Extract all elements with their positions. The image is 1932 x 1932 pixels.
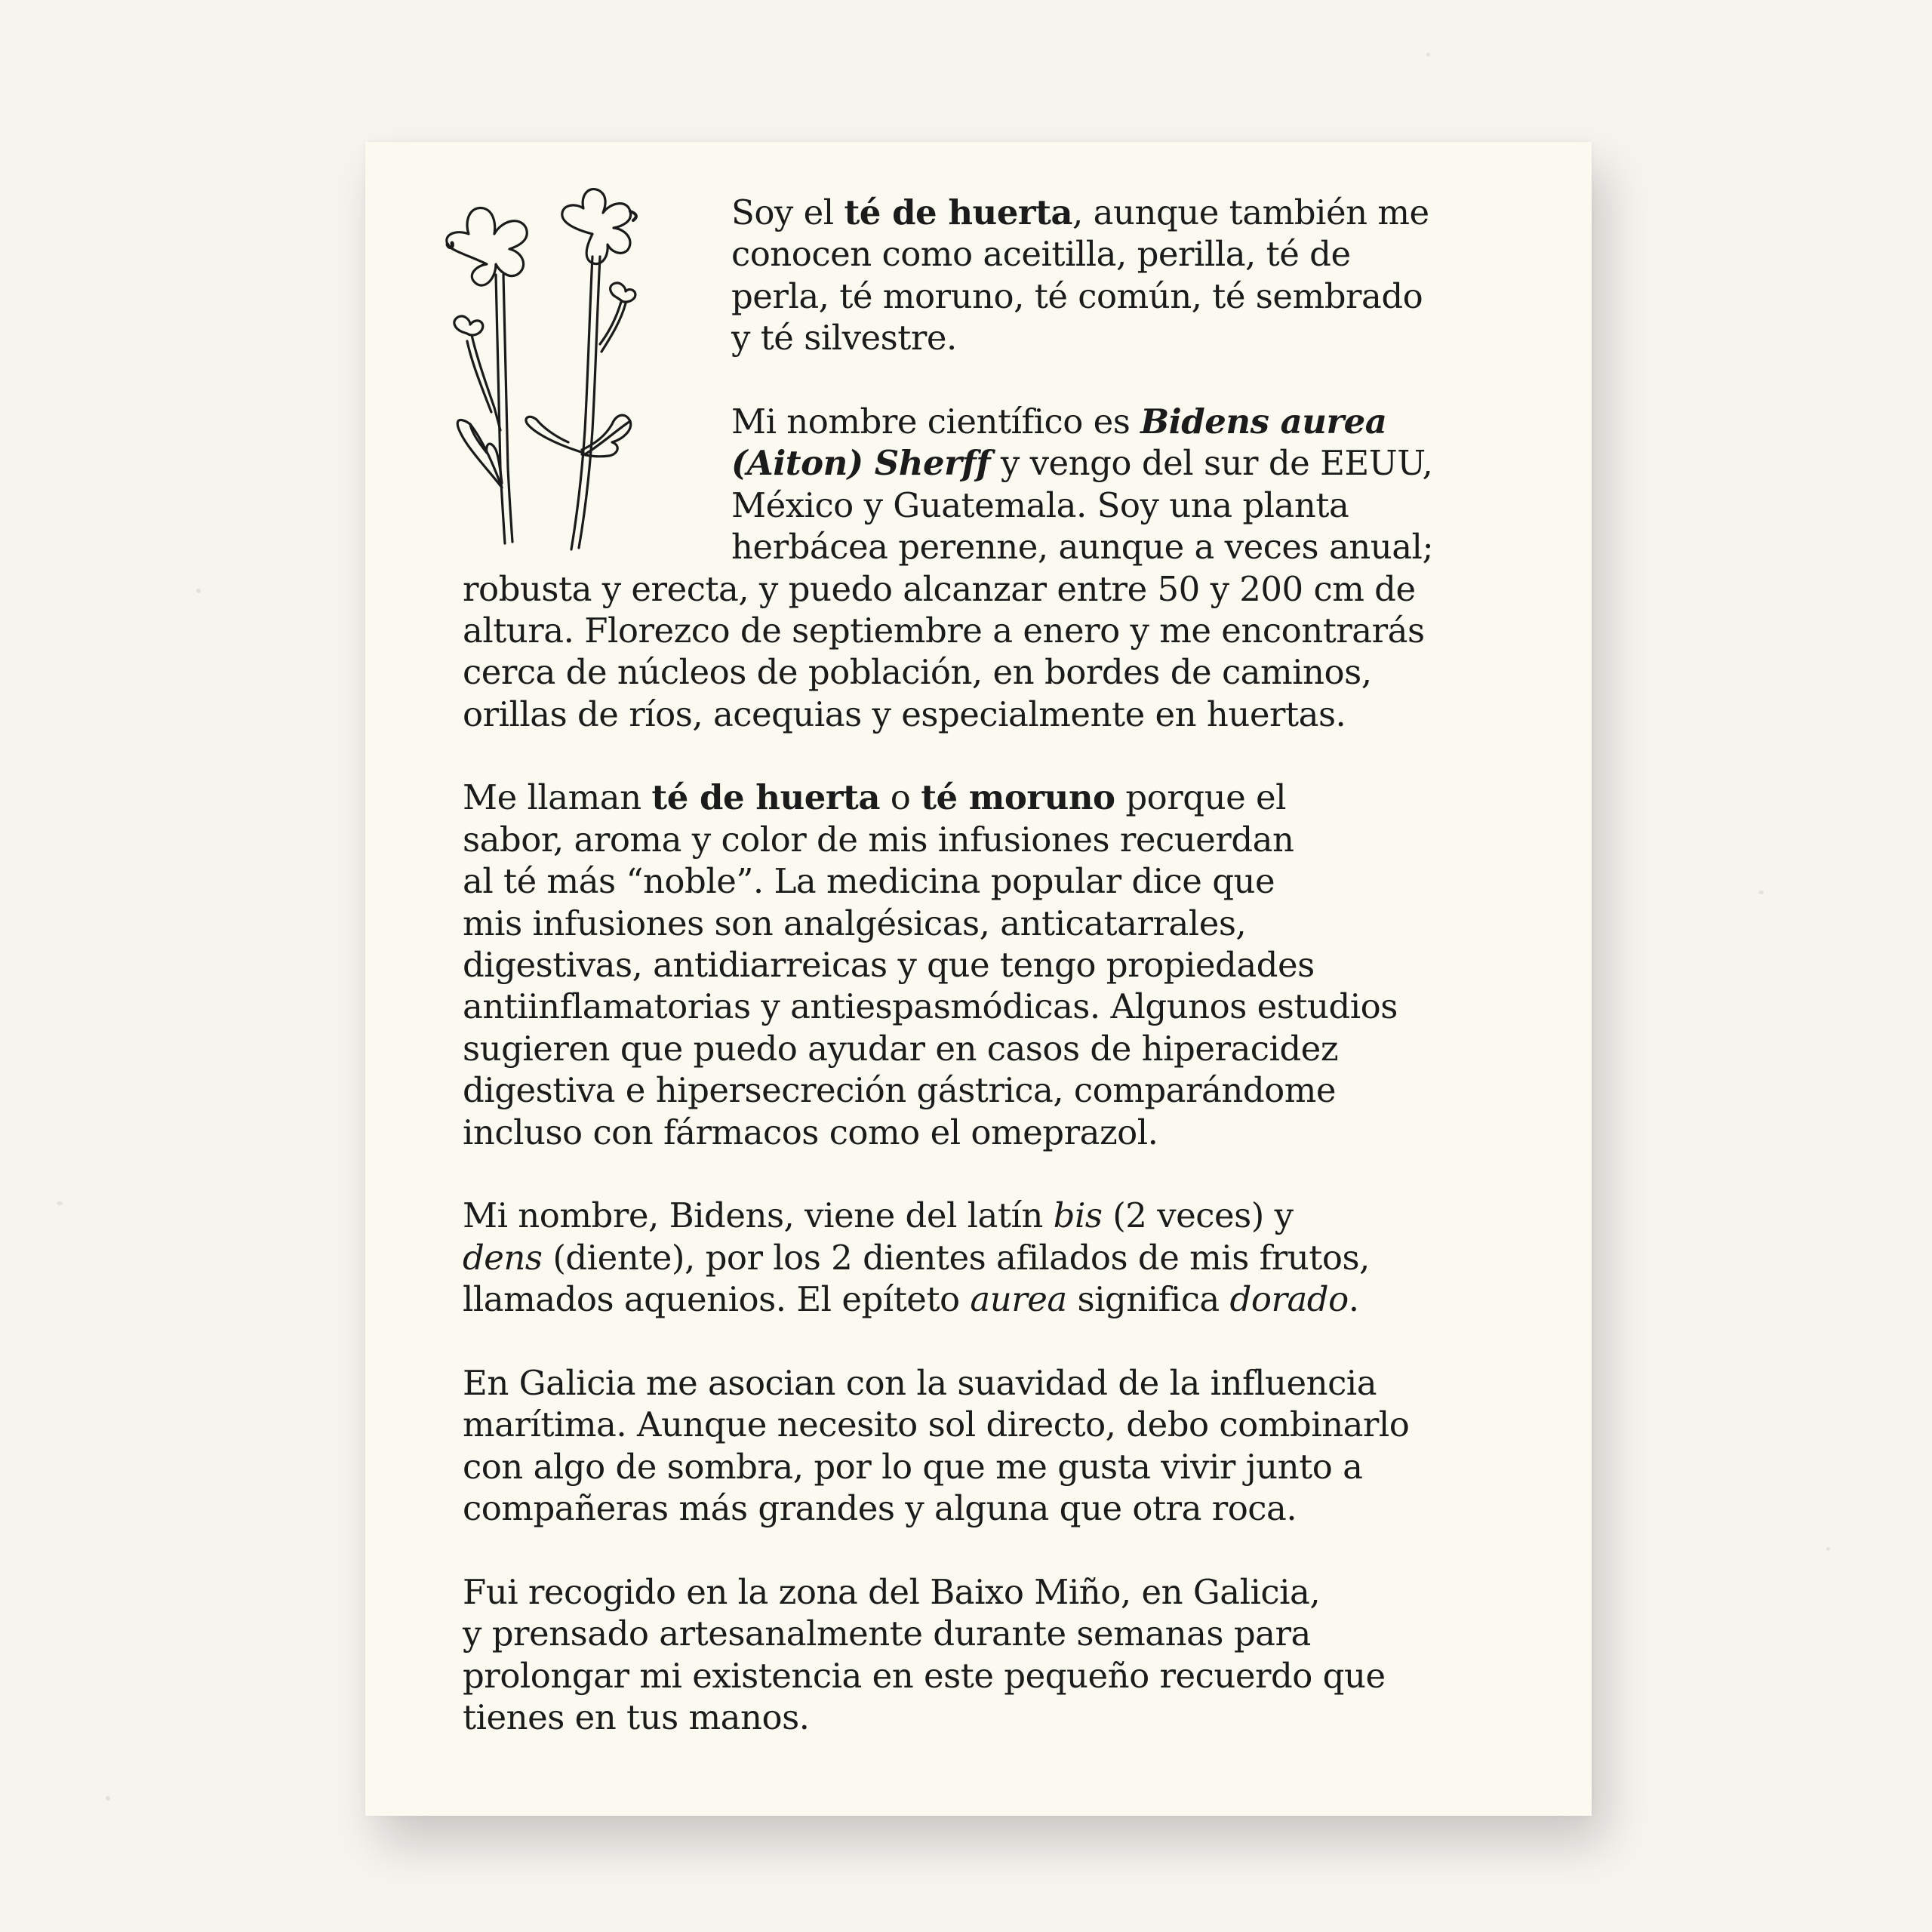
text-line [463,442,1534,484]
text-line: sabor, aroma y color de mis infusiones recuerdan [463,819,1294,860]
text-span: porque el [1115,777,1287,818]
text-line: y prensado artesanalmente durante semanas para [463,1614,1311,1654]
text-line: orillas de ríos, acequias y especialmente en huertas. [463,694,1346,734]
bold-term: té de huerta [844,192,1073,232]
text-line: mis infusiones son analgésicas, anticatarrales, [463,903,1247,943]
paper-speck [57,1201,63,1205]
text-line: al té más “noble”. La medicina popular dice que [463,861,1275,902]
text-span: significa [1066,1279,1230,1320]
scientific-name: Bidens aurea [1140,401,1387,441]
paragraph-gap [463,1530,1534,1571]
italic-term: aurea [970,1279,1067,1320]
text-line: altura. Florezco de septiembre a enero y me encontrarás [463,610,1425,651]
paragraph-gap [463,1321,1534,1362]
text-span: , aunque también me [1072,192,1429,232]
italic-term: dorado [1229,1279,1349,1320]
text-line: digestiva e hipersecreción gástrica, comparándome [463,1070,1337,1111]
text-line: tienes en tus manos. [463,1697,810,1738]
paragraph-gap [463,1153,1534,1195]
text-line: sugieren que puedo ayudar en casos de hiperacidez [463,1028,1339,1069]
text-span: llamados aquenios. El epíteto [463,1279,971,1320]
text-line: robusta y erecta, y puedo alcanzar entre 50 y 200 cm de [463,568,1416,609]
italic-term: dens [463,1237,543,1278]
text-line [463,1278,1534,1320]
paragraph-gap [463,735,1534,777]
bold-term: té moruno [921,777,1115,818]
text-line: con algo de sombra, por lo que me gusta vivir junto a [463,1446,1363,1487]
text-line: México y Guatemala. Soy una planta [731,485,1349,525]
text-line: y té silvestre. [731,318,957,358]
text-line: conocen como aceitilla, perilla, té de [731,234,1351,275]
text-span: Me llaman [463,777,652,818]
text-span: (2 veces) y [1102,1195,1294,1236]
text-span: y vengo del sur de EEUU, [990,443,1433,484]
paper-speck [1826,1547,1830,1551]
text-line: compañeras más grandes y alguna que otra roca. [463,1488,1297,1529]
italic-term: bis [1053,1195,1103,1236]
text-line: Fui recogido en la zona del Baixo Miño, en Galicia, [463,1571,1321,1612]
text-line [463,1237,1534,1278]
text-line [463,1195,1534,1236]
text-line: perla, té moruno, té común, té sembrado [731,275,1423,316]
paper-speck [106,1796,110,1801]
text-line [463,401,1534,442]
text-line [463,192,1534,233]
text-line: antiinflamatorias y antiespasmódicas. Algunos estudios [463,986,1398,1027]
card-text [463,192,1534,1738]
bold-term: té de huerta [651,777,880,818]
text-span: o [879,777,921,818]
text-span: Soy el [731,192,844,232]
paragraph-gap [463,359,1534,401]
scientific-author: (Aiton) Sherff [731,443,991,484]
paper-speck [1426,53,1430,57]
text-line: cerca de núcleos de población, en bordes de caminos, [463,652,1372,693]
text-span: Mi nombre, Bidens, viene del latín [463,1195,1054,1236]
text-span: . [1348,1279,1359,1320]
text-line: digestivas, antidiarreicas y que tengo propiedades [463,945,1315,986]
text-line: prolongar mi existencia en este pequeño recuerdo que [463,1655,1386,1696]
paper-speck [1758,891,1764,894]
text-line: incluso con fármacos como el omeprazol. [463,1112,1158,1152]
text-span: Mi nombre científico es [731,401,1141,441]
text-line: marítima. Aunque necesito sol directo, debo combinarlo [463,1404,1410,1445]
text-line: herbácea perenne, aunque a veces anual; [731,527,1434,568]
text-span: (diente), por los 2 dientes afilados de mis frutos, [542,1237,1370,1278]
text-line: En Galicia me asocian con la suavidad de la influencia [463,1362,1377,1403]
paper-speck [196,589,201,593]
text-line [463,777,1534,818]
